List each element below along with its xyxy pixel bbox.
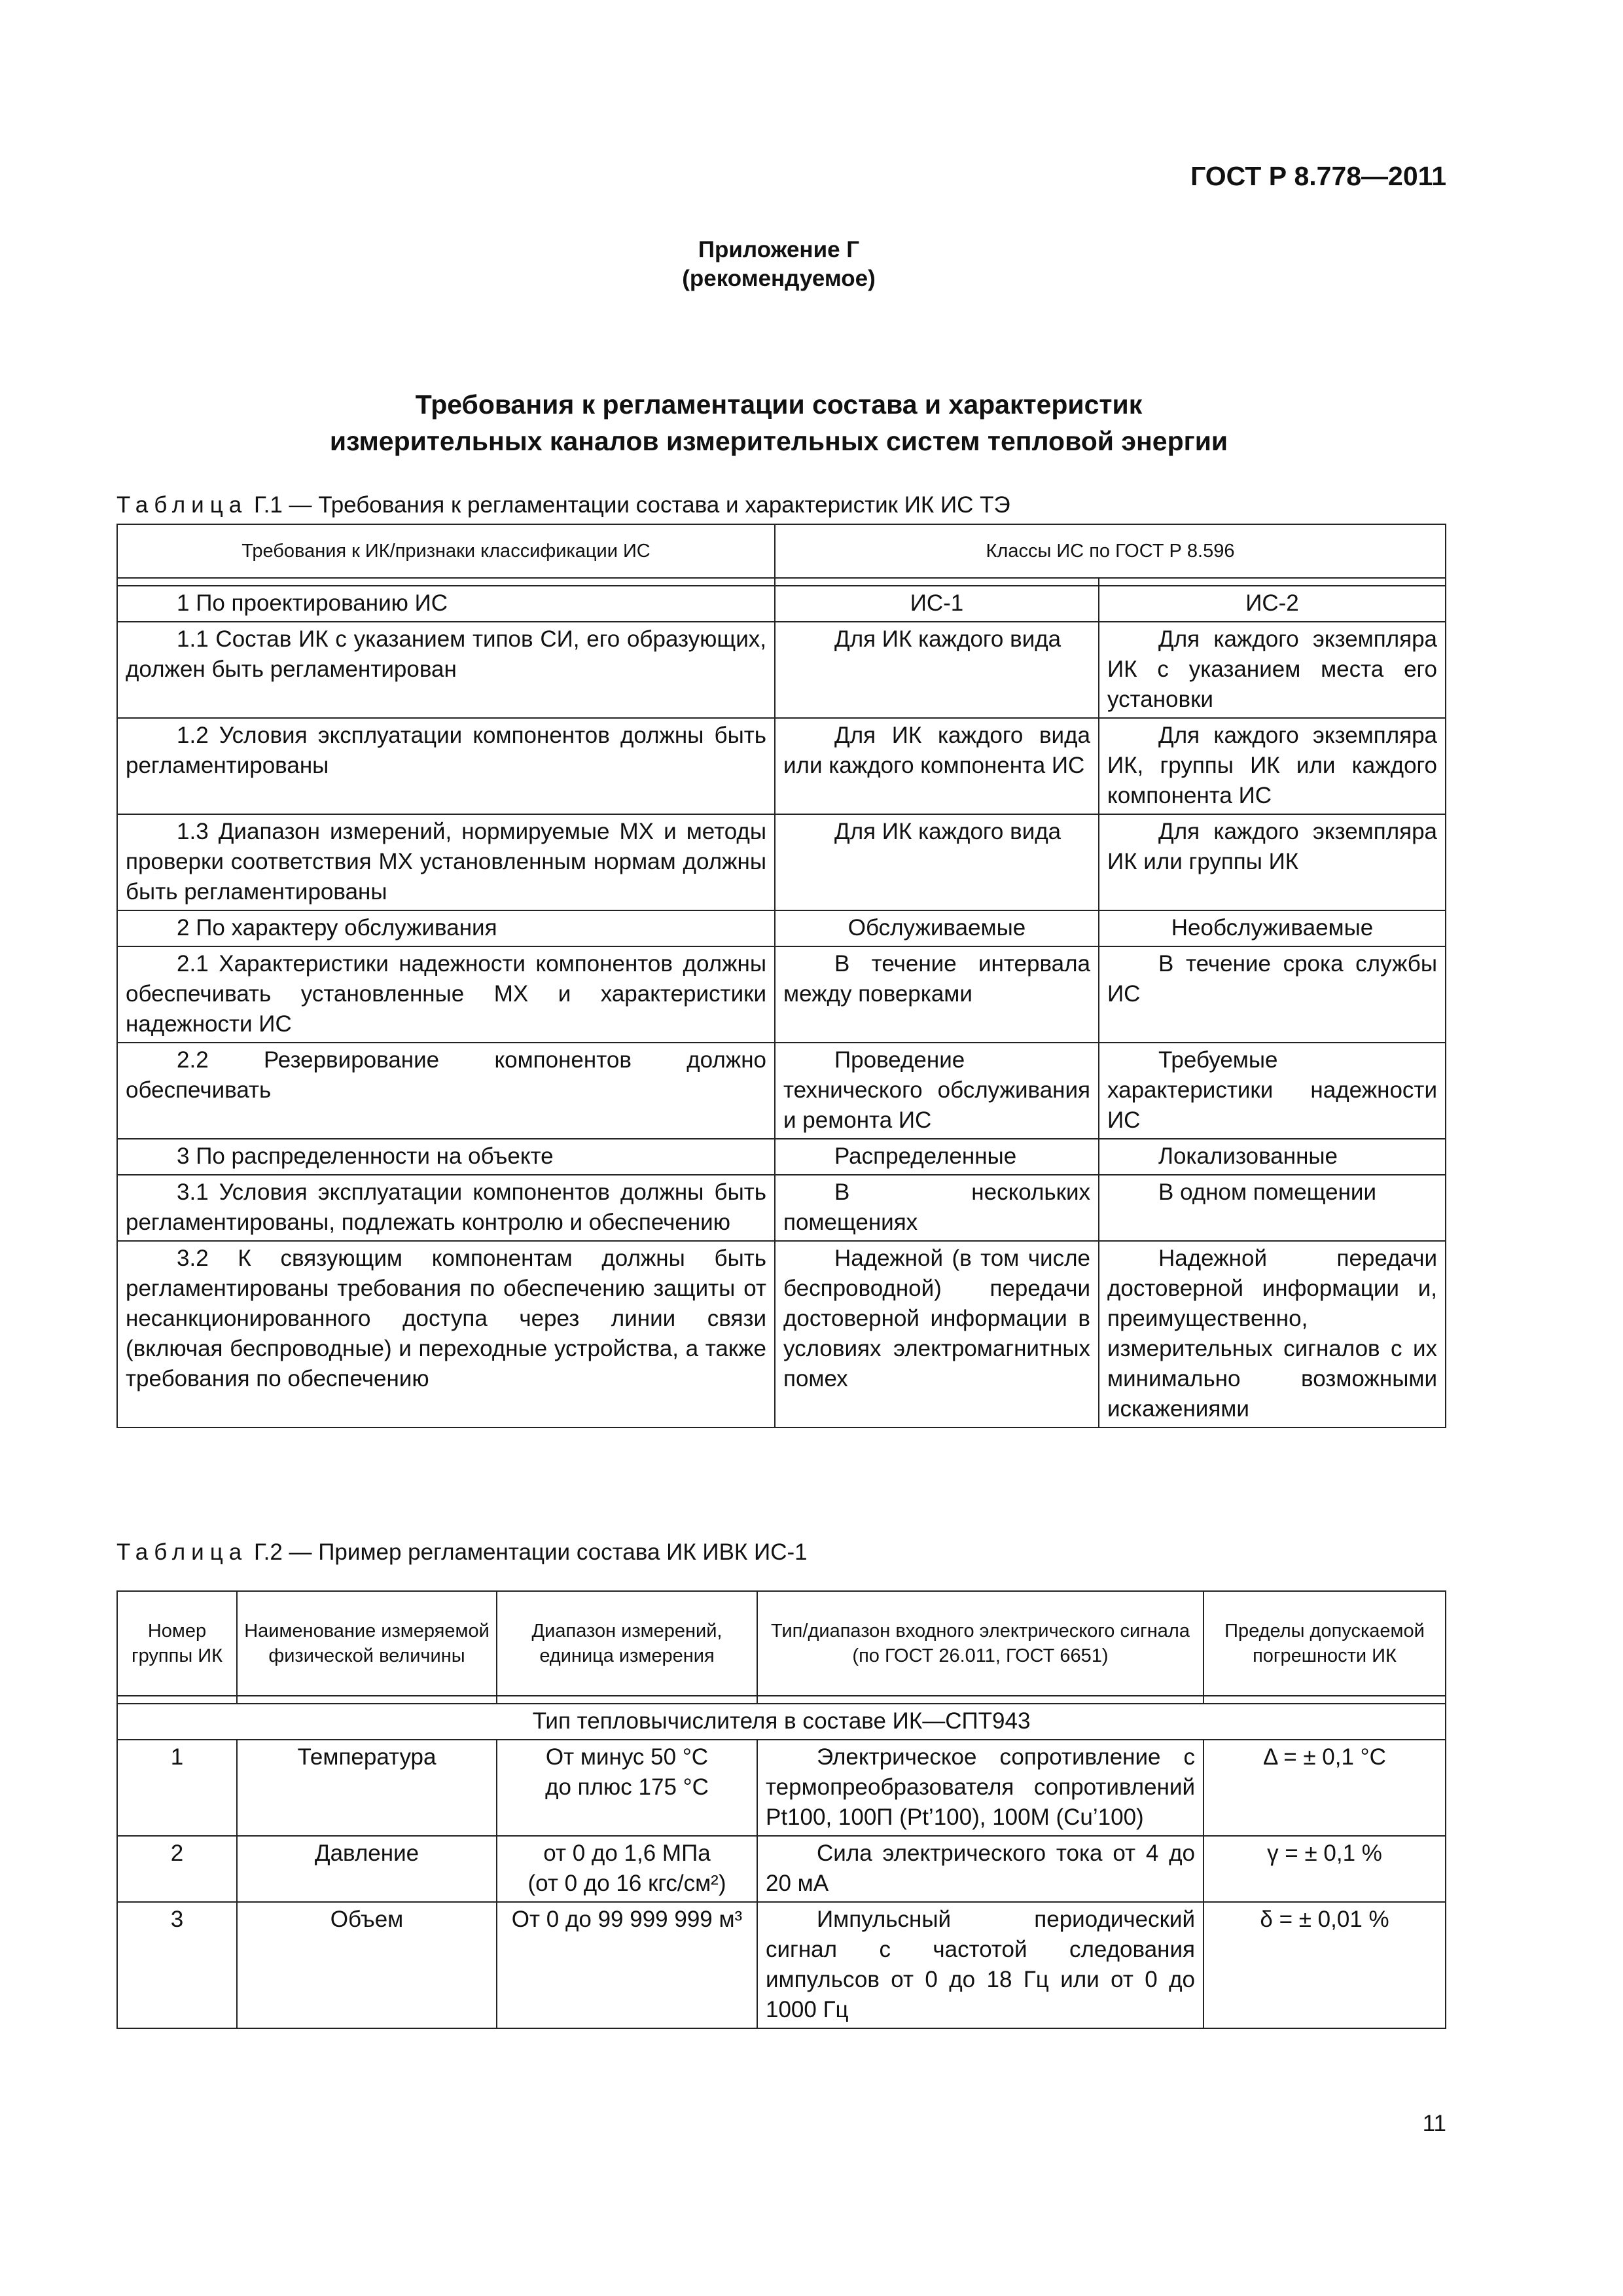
table-row bbox=[117, 1241, 1446, 1427]
header-separator bbox=[117, 1696, 1446, 1704]
header-requirements: Требования к ИК/признаки классификации ИС bbox=[117, 524, 775, 578]
table1-caption bbox=[116, 492, 1010, 518]
range-line: (от 0 до 16 кгс/см²) bbox=[527, 1871, 726, 1896]
class2-cell: Для каждого экземпляра ИК, группы ИК или каждого компонента ИС bbox=[1099, 718, 1446, 814]
error-cell: δ = ± 0,01 % bbox=[1204, 1902, 1446, 2028]
class1-cell: Надежной (в том числе беспроводной) передачи достоверной информации в условиях электромагнитных помех bbox=[775, 1241, 1099, 1427]
error-cell: Δ = ± 0,1 °С bbox=[1204, 1740, 1446, 1836]
header-quantity-name: Наименование измеряемой физической величины bbox=[237, 1591, 497, 1696]
req-cell: 1.3 Диапазон измерений, нормируемые МХ и методы проверки соответствия МХ установленным нормам должны быть регламентированы bbox=[117, 814, 775, 910]
req-cell: 3 По распределенности на объекте bbox=[117, 1139, 775, 1175]
appendix-subtitle: (рекомендуемое) bbox=[682, 266, 876, 291]
class1-cell: Распределенные bbox=[775, 1139, 1099, 1175]
section-title bbox=[0, 386, 1558, 459]
table1-caption-label: Таблица bbox=[116, 492, 248, 518]
table-row bbox=[117, 1043, 1446, 1139]
table-row bbox=[117, 1902, 1446, 2028]
section-title-line2: измерительных каналов измерительных систем тепловой энергии bbox=[329, 426, 1228, 456]
table2-caption-label: Таблица bbox=[116, 1539, 248, 1565]
error-cell: γ = ± 0,1 % bbox=[1204, 1836, 1446, 1902]
range-line: от 0 до 1,6 МПа bbox=[543, 1840, 711, 1866]
range-line: до плюс 175 °С bbox=[545, 1774, 709, 1800]
req-cell: 2.1 Характеристики надежности компонентов должны обеспечивать установленные МХ и характеристики надежности ИС bbox=[117, 946, 775, 1043]
req-cell: 2.2 Резервирование компонентов должно обеспечивать bbox=[117, 1043, 775, 1139]
appendix-heading bbox=[0, 236, 1558, 293]
appendix-title: Приложение Г bbox=[698, 237, 860, 262]
header-measurement-range: Диапазон измерений, единица измерения bbox=[497, 1591, 757, 1696]
class1-cell: Для ИК каждого вида bbox=[775, 622, 1099, 718]
table-row bbox=[117, 1836, 1446, 1902]
section-title-line1: Требования к регламентации состава и характеристик bbox=[415, 389, 1143, 420]
header-input-signal: Тип/диапазон входного электрического сигнала (по ГОСТ 26.011, ГОСТ 6651) bbox=[757, 1591, 1204, 1696]
signal-cell: Электрическое сопротивление с термопреобразователя сопротивлений Pt100, 100П (Pt’100), 100М (Cu’100) bbox=[757, 1740, 1204, 1836]
req-cell: 1.1 Состав ИК с указанием типов СИ, его образующих, должен быть регламентирован bbox=[117, 622, 775, 718]
quantity-cell: Объем bbox=[237, 1902, 497, 2028]
class2-cell: ИС-2 bbox=[1099, 586, 1446, 622]
class1-cell: Для ИК каждого вида bbox=[775, 814, 1099, 910]
class2-cell: В течение срока службы ИС bbox=[1099, 946, 1446, 1043]
group-title-row bbox=[117, 1704, 1446, 1740]
range-line: От 0 до 99 999 999 м³ bbox=[511, 1907, 743, 1932]
table-header-row bbox=[117, 1591, 1446, 1696]
header-group-number: Номер группы ИК bbox=[117, 1591, 237, 1696]
requirements-table bbox=[116, 524, 1446, 1428]
header-separator bbox=[117, 578, 1446, 586]
group-number-cell: 3 bbox=[117, 1902, 237, 2028]
class1-cell: ИС-1 bbox=[775, 586, 1099, 622]
table-row bbox=[117, 718, 1446, 814]
class1-cell: Проведение технического обслуживания и ремонта ИС bbox=[775, 1043, 1099, 1139]
class2-cell: Для каждого экземпляра ИК или группы ИК bbox=[1099, 814, 1446, 910]
class1-cell: Обслуживаемые bbox=[775, 910, 1099, 946]
document-code: ГОСТ Р 8.778—2011 bbox=[1190, 161, 1446, 191]
table2-caption bbox=[116, 1539, 808, 1566]
range-cell bbox=[497, 1836, 757, 1902]
class1-cell: В течение интервала между поверками bbox=[775, 946, 1099, 1043]
header-error-limits: Пределы допускаемой погрешности ИК bbox=[1204, 1591, 1446, 1696]
table-row bbox=[117, 814, 1446, 910]
req-cell: 2 По характеру обслуживания bbox=[117, 910, 775, 946]
signal-cell: Импульсный периодический сигнал с частотой следования импульсов от 0 до 18 Гц или от 0 до 1000 Гц bbox=[757, 1902, 1204, 2028]
range-cell bbox=[497, 1902, 757, 2028]
group-title: Тип тепловычислителя в составе ИК—СПТ943 bbox=[117, 1704, 1446, 1740]
table-row bbox=[117, 910, 1446, 946]
class1-cell: В нескольких помещениях bbox=[775, 1175, 1099, 1241]
table2-caption-text: Г.2 — Пример регламентации состава ИК ИВК ИС-1 bbox=[247, 1539, 808, 1565]
group-number-cell: 1 bbox=[117, 1740, 237, 1836]
table-row bbox=[117, 1175, 1446, 1241]
channel-composition-table bbox=[116, 1590, 1446, 2029]
class2-cell: Надежной передачи достоверной информации и, преимущественно, измерительных сигналов с их минимально возможными искажениями bbox=[1099, 1241, 1446, 1427]
table1-caption-text: Г.1 — Требования к регламентации состава и характеристик ИК ИС ТЭ bbox=[247, 492, 1010, 518]
quantity-cell: Температура bbox=[237, 1740, 497, 1836]
page-number: 11 bbox=[1422, 2111, 1446, 2136]
req-cell: 3.2 К связующим компонентам должны быть регламентированы требования по обеспечению защиты от несанкционированного доступа через линии связи (включая беспроводные) и переходные устройства, а также требования по обеспечению bbox=[117, 1241, 775, 1427]
range-line: От минус 50 °С bbox=[545, 1744, 709, 1770]
header-classes: Классы ИС по ГОСТ Р 8.596 bbox=[775, 524, 1446, 578]
table-row bbox=[117, 946, 1446, 1043]
req-cell: 1.2 Условия эксплуатации компонентов должны быть регламентированы bbox=[117, 718, 775, 814]
group-number-cell: 2 bbox=[117, 1836, 237, 1902]
class2-cell: Локализованные bbox=[1099, 1139, 1446, 1175]
quantity-cell: Давление bbox=[237, 1836, 497, 1902]
table-row bbox=[117, 586, 1446, 622]
req-cell: 3.1 Условия эксплуатации компонентов должны быть регламентированы, подлежать контролю и обеспечению bbox=[117, 1175, 775, 1241]
class2-cell: Для каждого экземпляра ИК с указанием места его установки bbox=[1099, 622, 1446, 718]
table-header-row bbox=[117, 524, 1446, 578]
class2-cell: В одном помещении bbox=[1099, 1175, 1446, 1241]
range-cell bbox=[497, 1740, 757, 1836]
table-row bbox=[117, 1740, 1446, 1836]
req-cell: 1 По проектированию ИС bbox=[117, 586, 775, 622]
class1-cell: Для ИК каждого вида или каждого компонента ИС bbox=[775, 718, 1099, 814]
table-row bbox=[117, 622, 1446, 718]
signal-cell: Сила электрического тока от 4 до 20 мА bbox=[757, 1836, 1204, 1902]
class2-cell: Требуемые характеристики надежности ИС bbox=[1099, 1043, 1446, 1139]
class2-cell: Необслуживаемые bbox=[1099, 910, 1446, 946]
table-row bbox=[117, 1139, 1446, 1175]
